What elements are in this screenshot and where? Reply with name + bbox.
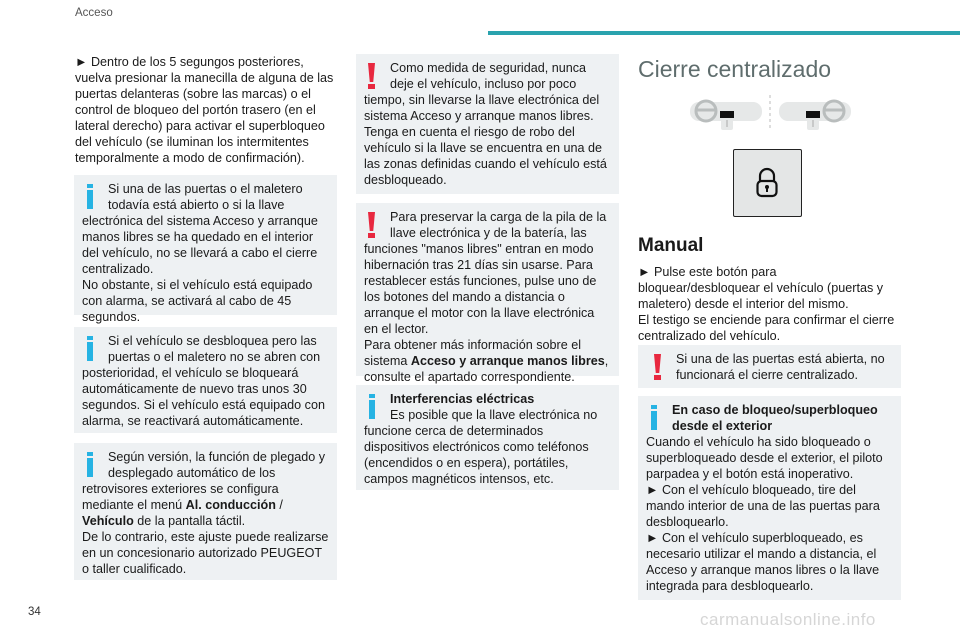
info-box-exterior-lock	[638, 396, 901, 600]
box-text: ► Con el vehículo bloqueado, tire del mando interior de una de las puertas para desbloquearlo.	[646, 483, 880, 529]
box-text: Cuando el vehículo ha sido bloqueado o superbloqueado desde el exterior, el piloto parpadea y el botón está inoperativo.	[646, 435, 883, 481]
body-text: El testigo se enciende para confirmar el cierre centralizado del vehículo.	[638, 313, 895, 343]
info-box-mirrors	[74, 443, 337, 580]
box-text: Como medida de seguridad, nunca deje el vehículo, incluso por poco tiempo, sin llevarse la llave electrónica del sistema Acceso y arranque manos libres.	[364, 61, 600, 123]
warning-box-security	[356, 54, 619, 194]
info-icon	[646, 402, 670, 434]
box-text: Para obtener más información sobre el sistema Acceso y arranque manos libres, consulte el apartado correspondiente.	[364, 338, 609, 384]
menu-path: Vehículo	[82, 514, 134, 528]
body-text: ► Pulse este botón para bloquear/desbloquear el vehículo (puertas y maletero) desde el interior del mismo.	[638, 265, 884, 311]
subsection-title: Manual	[638, 235, 704, 256]
info-icon	[82, 449, 106, 481]
page-number: 34	[28, 606, 41, 618]
box-text: Si el vehículo se desbloquea pero las puertas o el maletero no se abren con posterioridad, el vehículo se bloqueará automáticamente de nuevo tras unos 30 segundos. Si el vehículo está equipado con alarma, se reactivará automáticamente.	[82, 334, 325, 428]
info-box-open-doors	[74, 175, 337, 324]
box-text: Si una de las puertas o el maletero todavía está abierto o si la llave electrónica del sistema Acceso y arranque manos libres se ha quedado en el interior del vehículo, no se llevará a cabo el cierre centralizado.	[82, 182, 318, 276]
header-accent-bar	[488, 31, 960, 35]
manual-description	[638, 264, 901, 344]
mirror-illustration	[688, 93, 858, 133]
warning-icon	[364, 60, 388, 92]
box-title: En caso de bloqueo/superbloqueo desde el exterior	[672, 403, 878, 433]
menu-path: Al. conducción	[185, 498, 276, 512]
info-box-auto-relock	[74, 327, 337, 433]
box-text: De lo contrario, este ajuste puede realizarse en un concesionario autorizado PEUGEOT o taller cualificado.	[82, 530, 329, 576]
section-title: Cierre centralizado	[638, 56, 832, 82]
warning-icon	[364, 209, 388, 241]
warning-box-door-open	[638, 345, 901, 388]
warning-icon	[650, 351, 674, 383]
box-text: Tenga en cuenta el riesgo de robo del vehículo si la llave se encuentra en una de las zonas definidas cuando el vehículo está desbloqueado.	[364, 125, 607, 187]
info-icon	[364, 391, 388, 423]
intro-text: ► Dentro de los 5 segungos posteriores, vuelva presionar la manecilla de alguna de las puertas delanteras (sobre las marcas) o el control de bloqueo del portón trasero (en el lateral derecho) para activar el superbloqueo del vehículo (se iluminan los intermitentes temporalmente a modo de confirmación).	[75, 55, 334, 165]
padlock-icon	[734, 150, 800, 215]
info-box-interference	[356, 385, 619, 490]
info-icon	[82, 333, 106, 365]
box-text: Si una de las puertas está abierta, no funcionará el cierre centralizado.	[676, 352, 885, 382]
box-title: Interferencias eléctricas	[390, 392, 535, 406]
info-icon	[82, 181, 106, 213]
central-lock-button[interactable]	[733, 149, 802, 217]
box-text: Para preservar la carga de la pila de la llave electrónica y de la batería, las funciones "manos libres" entran en modo hibernación tras 21 días sin usarse. Para restablecer estás funciones, pulse uno de los botones del mando a distancia o arranque el motor con la llave electrónica en el lector.	[364, 210, 607, 336]
warning-box-battery	[356, 203, 619, 384]
watermark: carmanualsonline.info	[700, 610, 876, 629]
box-text: ► Con el vehículo superbloqueado, es necesario utilizar el mando a distancia, el Acceso y arranque manos libres o la llave integrada para desbloquearlo.	[646, 531, 880, 593]
section-header: Acceso	[75, 7, 113, 19]
intro-paragraph	[75, 54, 338, 166]
box-text: Es posible que la llave electrónica no funcione cerca de determinados dispositivos electrónicos como teléfonos (encendidos o en espera), portátiles, campos magnéticos intensos, etc.	[364, 408, 598, 486]
box-text: Según versión, la función de plegado y desplegado automático de los retrovisores exteriores se configura mediante el menú Al. conducción / Vehículo de la pantalla táctil.	[82, 450, 326, 528]
box-text: No obstante, si el vehículo está equipado con alarma, se activará al cabo de 45 segundos.	[82, 278, 313, 324]
